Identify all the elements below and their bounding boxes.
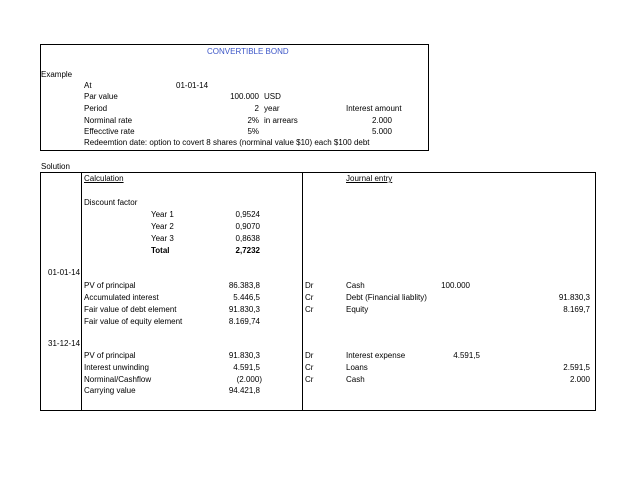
example-label: Example <box>41 70 73 79</box>
d2-row-3-value: (2.000) <box>236 375 262 384</box>
d1-row-3-account: Equity <box>346 305 369 314</box>
d1-row-2-credit: 91.830,3 <box>558 293 590 302</box>
d2-row-1-value: 91.830,3 <box>228 351 260 360</box>
at-date: 01-01-14 <box>176 81 209 90</box>
d2-row-3-credit: 2.000 <box>569 375 590 384</box>
d2-row-4-value: 94.421,8 <box>228 386 260 395</box>
discount-year-3-value: 0,8638 <box>235 234 260 243</box>
d2-row-1-drcr: Dr <box>305 351 314 360</box>
at-label: At <box>84 81 92 90</box>
d1-row-3-drcr: Cr <box>305 305 314 314</box>
effective-rate-label: Effecctive rate <box>84 127 135 136</box>
d2-row-1-account: Interest expense <box>346 351 406 360</box>
nominal-rate-label: Norminal rate <box>84 116 133 125</box>
d1-row-1-drcr: Dr <box>305 281 314 290</box>
redemption-note: Redeemtion date: option to covert 8 shares (norminal value $10) each $100 debt <box>84 138 370 147</box>
solution-label: Solution <box>41 162 70 171</box>
d1-row-2-value: 5.446,5 <box>233 293 260 302</box>
discount-year-1-value: 0,9524 <box>235 210 260 219</box>
discount-year-2-label: Year 2 <box>151 222 174 231</box>
par-currency: USD <box>264 92 281 101</box>
nominal-rate-value: 2% <box>247 116 259 125</box>
d2-row-2-account: Loans <box>346 363 368 372</box>
discount-year-3-label: Year 3 <box>151 234 174 243</box>
d1-row-1-value: 86.383,8 <box>228 281 260 290</box>
date-31-12-14: 31-12-14 <box>48 339 81 348</box>
d2-row-4-label: Carrying value <box>84 386 136 395</box>
d1-row-3-credit: 8.169,7 <box>563 305 590 314</box>
d2-row-1-debit: 4.591,5 <box>453 351 480 360</box>
interest-amount-label: Interest amount <box>346 104 402 113</box>
d1-row-1-label: PV of principal <box>84 281 136 290</box>
d1-row-4-value: 8.169,74 <box>228 317 260 326</box>
effective-interest-amount: 5.000 <box>371 127 392 136</box>
document-title: CONVERTIBLE BOND <box>207 47 289 56</box>
d2-row-2-value: 4.591,5 <box>233 363 260 372</box>
d1-row-3-label: Fair value of debt element <box>84 305 177 314</box>
nominal-interest-amount: 2.000 <box>371 116 392 125</box>
d2-row-1-label: PV of principal <box>84 351 136 360</box>
d2-row-2-credit: 2.591,5 <box>563 363 590 372</box>
d1-row-2-drcr: Cr <box>305 293 314 302</box>
discount-total-label: Total <box>151 246 170 255</box>
d2-row-2-label: Interest unwinding <box>84 363 149 372</box>
discount-year-1-label: Year 1 <box>151 210 174 219</box>
effective-rate-value: 5% <box>247 127 259 136</box>
period-unit: year <box>264 104 280 113</box>
par-value-label: Par value <box>84 92 118 101</box>
d1-row-1-account: Cash <box>346 281 365 290</box>
calculation-header: Calculation <box>84 174 124 183</box>
d2-row-3-label: Norminal/Cashflow <box>84 375 152 384</box>
calc-column-divider <box>81 172 82 411</box>
d2-row-2-drcr: Cr <box>305 363 314 372</box>
d1-row-2-account: Debt (Financial liablity) <box>346 293 427 302</box>
journal-entry-header: Journal entry <box>346 174 393 183</box>
d1-row-2-label: Accumulated interest <box>84 293 159 302</box>
discount-total-value: 2,7232 <box>235 246 260 255</box>
period-value: 2 <box>254 104 259 113</box>
nominal-rate-note: in arrears <box>264 116 298 125</box>
par-value: 100.000 <box>230 92 259 101</box>
d1-row-4-label: Fair value of equity element <box>84 317 183 326</box>
period-label: Period <box>84 104 108 113</box>
d2-row-3-account: Cash <box>346 375 365 384</box>
discount-factor-label: Discount factor <box>84 198 138 207</box>
journal-column-divider <box>302 172 303 411</box>
d1-row-3-value: 91.830,3 <box>228 305 260 314</box>
discount-year-2-value: 0,9070 <box>235 222 260 231</box>
d2-row-3-drcr: Cr <box>305 375 314 384</box>
date-01-01-14: 01-01-14 <box>48 268 81 277</box>
d1-row-1-debit: 100.000 <box>441 281 470 290</box>
